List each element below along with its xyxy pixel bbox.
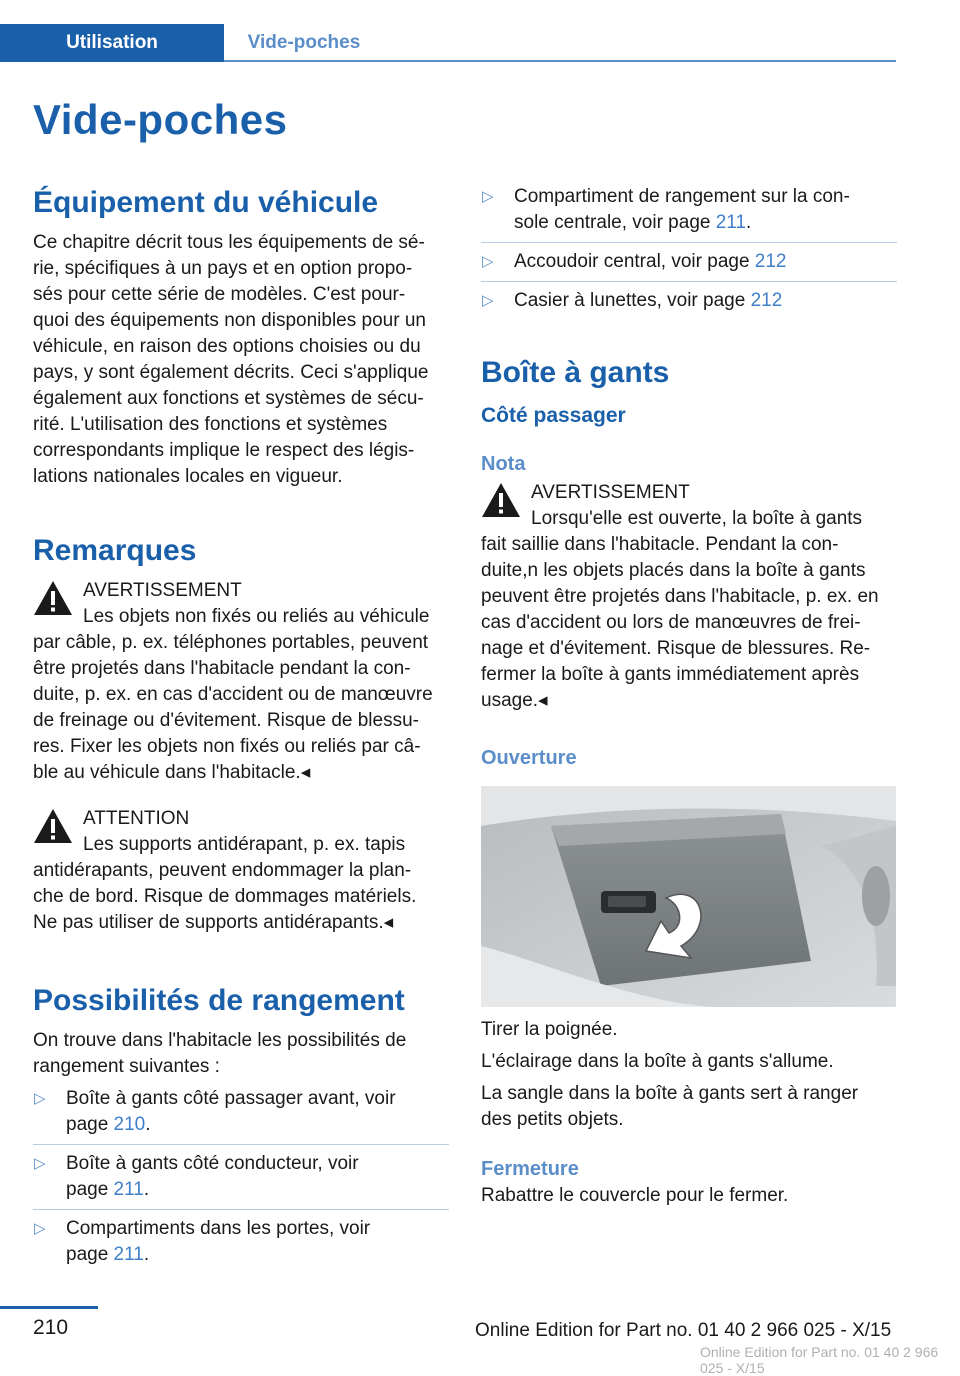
page-link[interactable]: 211 [113, 1179, 144, 1200]
warning-block [33, 578, 449, 786]
text-line: duite, p. ex. en cas d'accident ou de manœuvre [33, 684, 433, 705]
heading-fermeture: Fermeture [481, 1158, 579, 1180]
text-line: Les objets non fixés ou reliés au véhicule [83, 606, 430, 627]
heading-equipement: Équipement du véhicule [33, 186, 379, 219]
item-text: Casier à lunettes, voir page [514, 290, 751, 311]
right-column [481, 184, 897, 1209]
list-separator [481, 281, 897, 282]
watermark: Online Edition for Part no. 01 40 2 966 025 - X/15 [700, 1344, 939, 1376]
text-line: rité. L'utilisation des fonctions et systèmes [33, 414, 388, 435]
text-line: On trouve dans l'habitacle les possibilités de [33, 1030, 407, 1051]
left-column [33, 184, 449, 1268]
list-separator [481, 242, 897, 243]
page-title: Vide-poches [33, 96, 288, 143]
list-item [33, 1151, 449, 1203]
fermeture-text: Rabattre le couvercle pour le fermer. [481, 1185, 789, 1206]
text-line: duite,n les objets placés dans la boîte à gants [481, 560, 866, 581]
list-item [481, 249, 897, 275]
text-line: rangement suivantes : [33, 1056, 220, 1077]
text-line: par câble, p. ex. téléphones portables, peuvent [33, 632, 429, 653]
text-line: lations nationales locales en vigueur. [33, 466, 343, 487]
heading-remarques: Remarques [33, 534, 197, 567]
page-link[interactable]: 212 [754, 251, 787, 272]
item-text: Compartiments dans les portes, voir [66, 1218, 371, 1239]
possibilites-intro [33, 1028, 449, 1080]
ouverture-text-2: L'éclairage dans la boîte à gants s'allume. [481, 1051, 834, 1072]
storage-list [33, 1086, 449, 1268]
warning-triangle-icon [33, 580, 73, 616]
text-line: correspondants implique le respect des légis- [33, 440, 415, 461]
bullet-triangle-icon: ▷ [482, 188, 494, 205]
text-line: véhicule, en raison des options choisies ou du [33, 336, 421, 357]
item-text: sole centrale, voir page [514, 212, 716, 233]
item-text: page [66, 1244, 114, 1265]
item-text: page [66, 1179, 114, 1200]
text-line: peuvent être projetés dans l'habitacle, p. ex. en [481, 586, 879, 607]
text-line: quoi des équipements non disponibles pour un [33, 310, 426, 331]
bullet-triangle-icon: ▷ [34, 1220, 46, 1237]
heading-ouverture: Ouverture [481, 747, 577, 769]
item-text: Compartiment de rangement sur la con- [514, 186, 850, 207]
text-line: rie, spécifiques à un pays et en option propo- [33, 258, 413, 279]
header-bar [0, 0, 960, 64]
heading-boite-a-gants: Boîte à gants [481, 356, 670, 389]
equipement-text [33, 230, 449, 490]
text-line: sés pour cette série de modèles. C'est pour- [33, 284, 406, 305]
header-rule [224, 60, 896, 62]
text-line: être projetés dans l'habitacle pendant la con- [33, 658, 411, 679]
list-item [481, 184, 897, 236]
attention-block [33, 806, 449, 936]
text-line: antidérapants, peuvent endommager la plan- [33, 860, 412, 881]
text-line: également aux fonctions et systèmes de sécu- [33, 388, 424, 409]
text-line: La sangle dans la boîte à gants sert à ranger [481, 1083, 859, 1104]
tab-utilisation[interactable]: Utilisation [0, 24, 224, 62]
item-text: . [145, 1114, 151, 1135]
page-number: 210 [33, 1316, 69, 1339]
list-separator [33, 1144, 449, 1145]
tab-vide-poches[interactable]: Vide-poches [247, 32, 361, 53]
heading-nota: Nota [481, 453, 526, 475]
item-text: Accoudoir central, voir page [514, 251, 755, 272]
list-item [33, 1086, 449, 1138]
text-line: cas d'accident ou lors de manœuvres de frei- [481, 612, 861, 633]
text-line: des petits objets. [481, 1109, 624, 1130]
item-text: . [143, 1244, 150, 1265]
text-line: fermer la boîte à gants immédiatement après [481, 664, 860, 685]
list-item [33, 1216, 449, 1268]
text-line: pays, y sont également décrits. Ceci s'applique [33, 362, 429, 383]
text-line: Ne pas utiliser de supports antidérapants.◂ [33, 912, 394, 933]
page-link[interactable]: 211 [715, 212, 747, 233]
storage-list-continued [481, 184, 897, 314]
text-line: che de bord. Risque de dommages matériels. [33, 886, 417, 907]
list-item [481, 288, 897, 314]
text-line: nage et d'évitement. Risque de blessures. Re- [481, 638, 871, 659]
text-line: Les supports antidérapant, p. ex. tapis [83, 834, 406, 855]
bullet-triangle-icon: ▷ [482, 292, 494, 309]
item-text: Boîte à gants côté conducteur, voir [66, 1153, 359, 1174]
ouverture-text-1: Tirer la poignée. [481, 1019, 618, 1040]
bullet-triangle-icon: ▷ [482, 253, 494, 270]
list-separator [33, 1209, 449, 1210]
page-number-rule [0, 1306, 98, 1309]
text-line: fait saillie dans l'habitacle. Pendant la con- [481, 534, 839, 555]
edition-footer: Online Edition for Part no. 01 40 2 966 025 - X/15 [475, 1320, 892, 1341]
glovebox-photo [481, 786, 896, 1007]
text-line: usage.◂ [481, 690, 548, 711]
page-link[interactable]: 212 [750, 290, 783, 311]
heading-cote-passager: Côté passager [481, 404, 626, 427]
text-line: Lorsqu'elle est ouverte, la boîte à gants [531, 508, 863, 529]
page-link[interactable]: 211 [113, 1244, 144, 1265]
text-line: Ce chapitre décrit tous les équipements de sé- [33, 232, 425, 253]
bullet-triangle-icon: ▷ [34, 1090, 46, 1107]
warning-block [481, 480, 897, 714]
warning-label: AVERTISSEMENT [83, 580, 242, 601]
bullet-triangle-icon: ▷ [34, 1155, 46, 1172]
text-line: res. Fixer les objets non fixés ou reliés par câ- [33, 736, 421, 757]
item-text: . [143, 1179, 150, 1200]
ouverture-text-3 [481, 1081, 897, 1133]
glovebox-illustration [481, 786, 896, 1007]
text-line: de freinage ou d'évitement. Risque de blessu- [33, 710, 419, 731]
item-text: page [66, 1114, 114, 1135]
item-text: . [746, 212, 752, 233]
warning-triangle-icon [33, 808, 73, 844]
text-line: ble au véhicule dans l'habitacle.◂ [33, 762, 311, 783]
heading-possibilites: Possibilités de rangement [33, 984, 405, 1017]
warning-triangle-icon [481, 482, 521, 518]
attention-label: ATTENTION [83, 808, 190, 829]
item-text: Boîte à gants côté passager avant, voir [66, 1088, 396, 1109]
warning-label: AVERTISSEMENT [531, 482, 690, 503]
page-link[interactable]: 210 [113, 1114, 146, 1135]
